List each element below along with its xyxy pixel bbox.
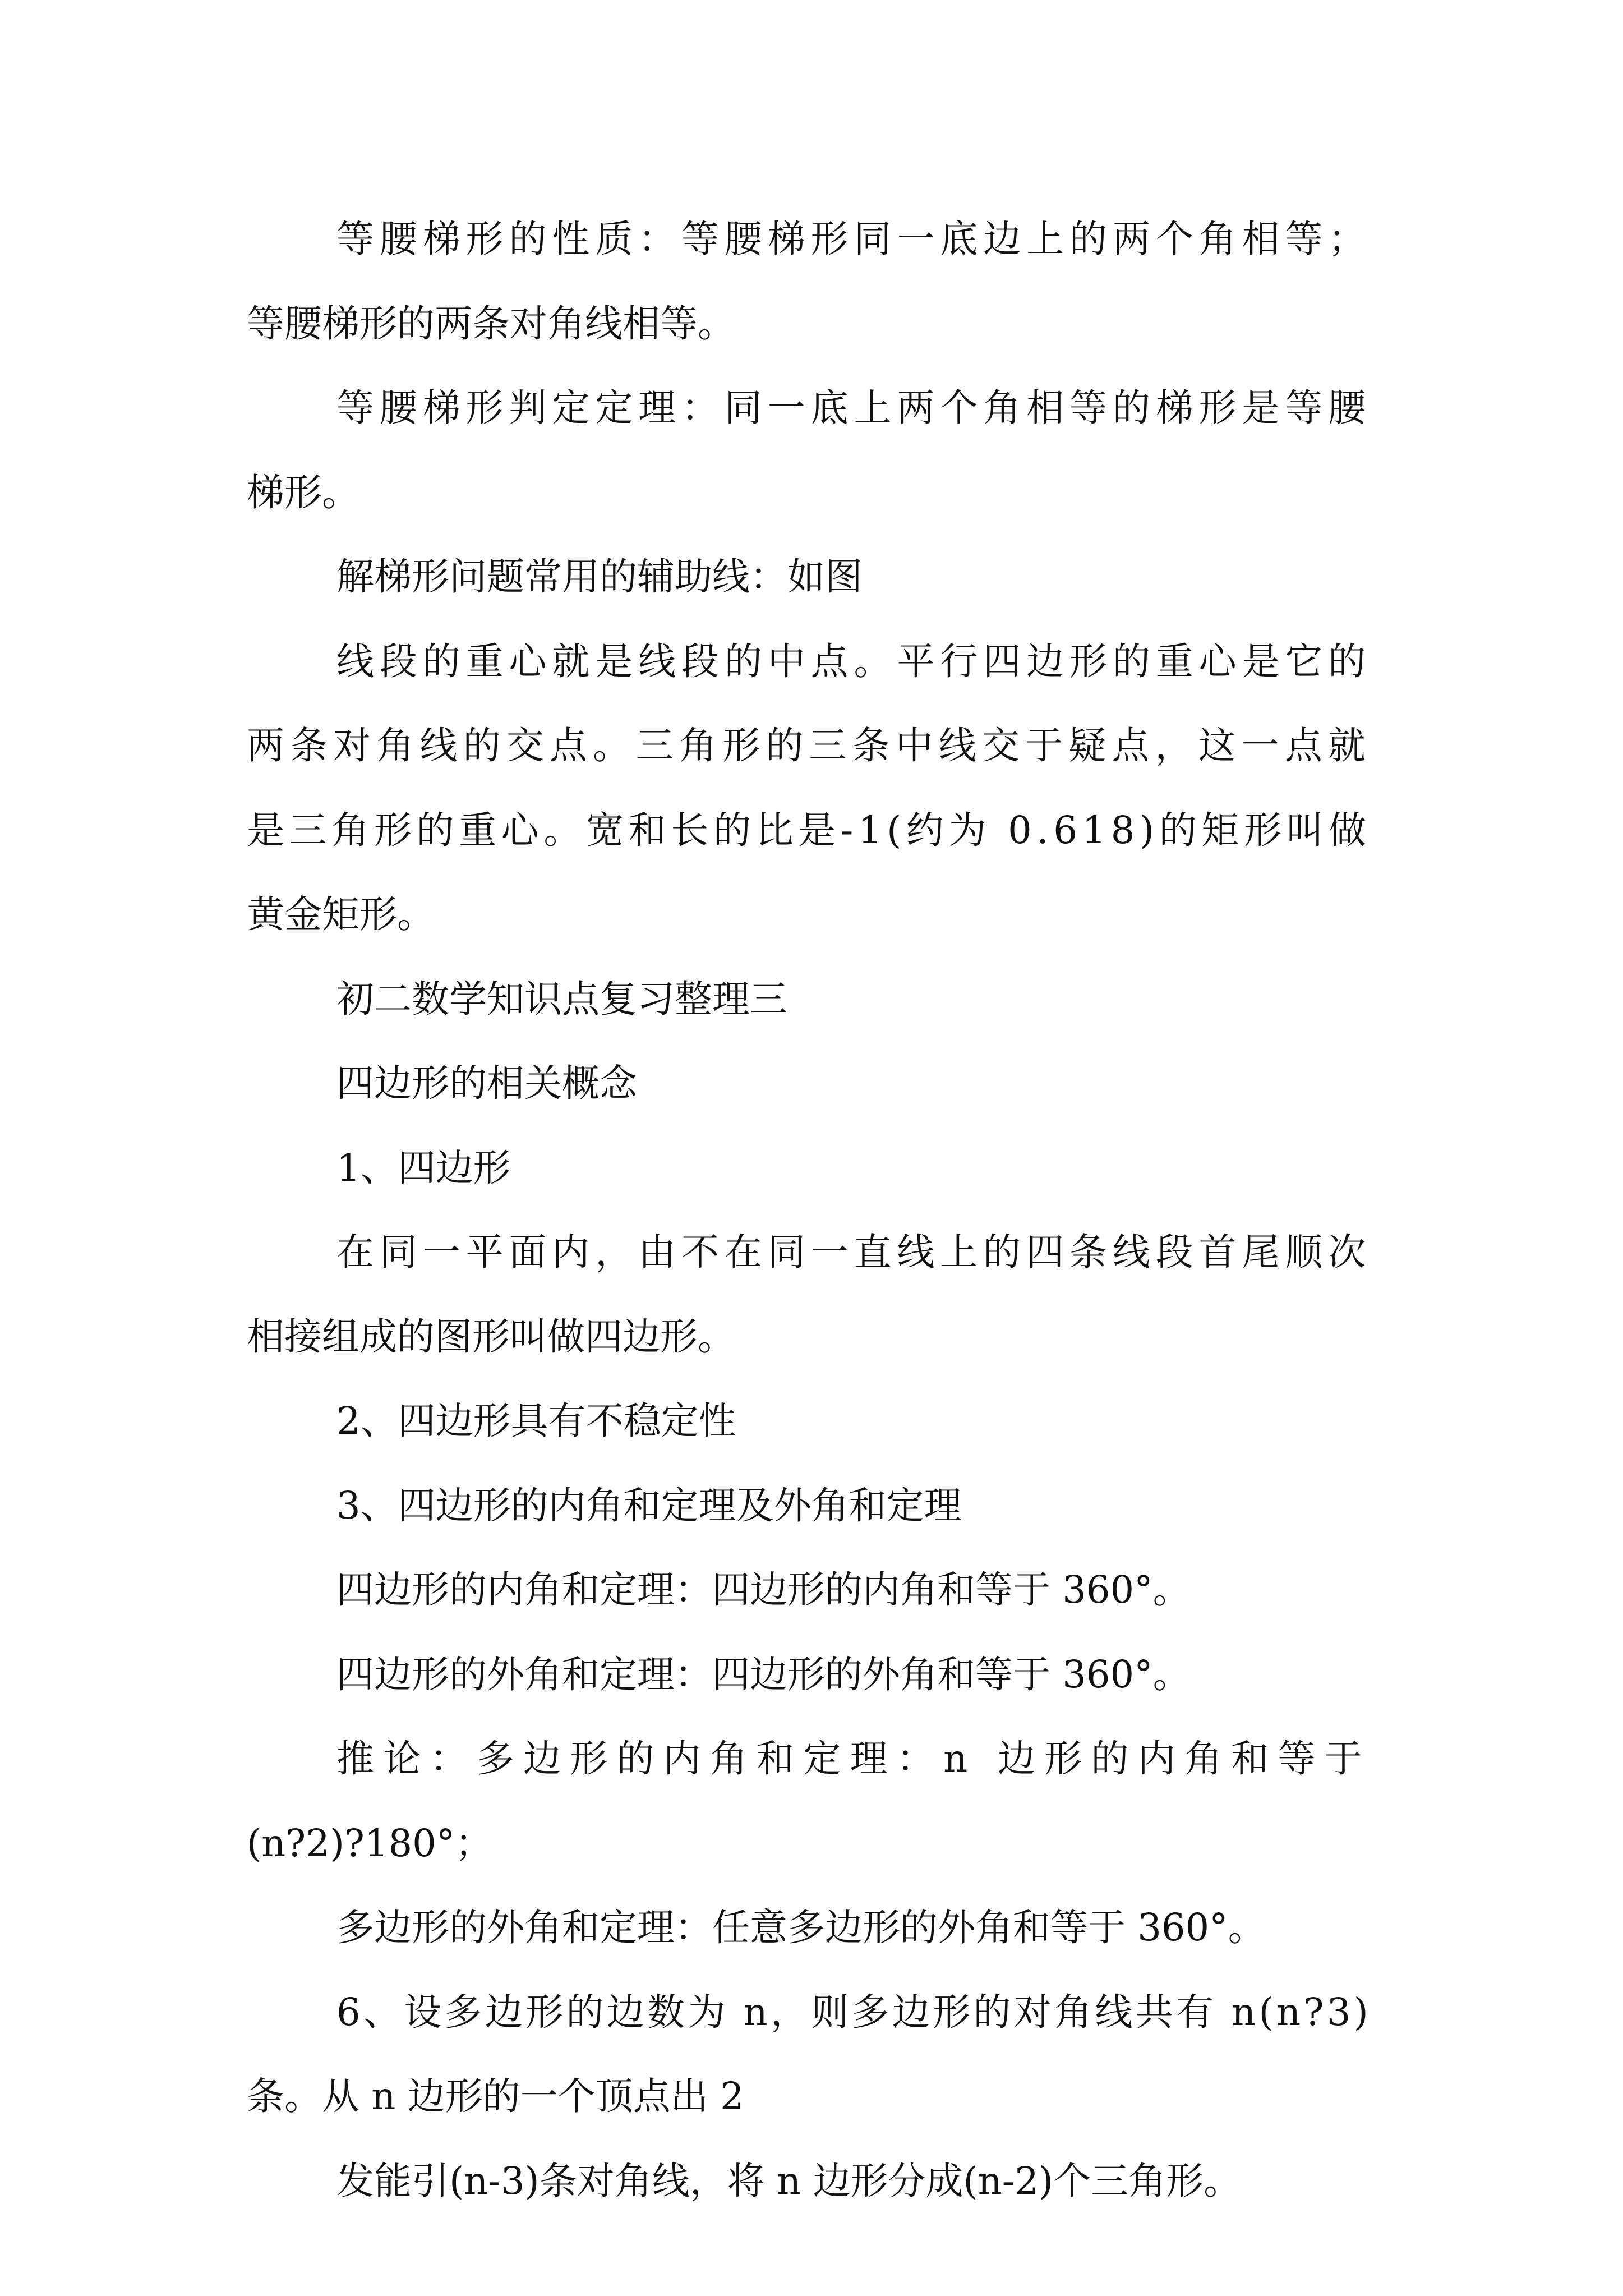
paragraph-first-line: 线段的重心就是线段的中点。平行四边形的重心是它的: [336, 639, 1372, 683]
paragraph-continuation-line: (n?2)?180°；: [247, 1821, 493, 1865]
paragraph-first-line: 多边形的外角和定理：任意多边形的外角和等于 360°。: [336, 1906, 1266, 1949]
paragraph-first-line: 1、四边形: [336, 1145, 511, 1190]
paragraph-continuation-line: 黄金矩形。: [247, 892, 435, 936]
paragraph-continuation-line: 相接组成的图形叫做四边形。: [247, 1314, 735, 1359]
paragraph-first-line: 发能引(n-3)条对角线，将 n 边形分成(n-2)个三角形。: [336, 2159, 1242, 2203]
paragraph-first-line: 3、四边形的内角和定理及外角和定理: [336, 1483, 962, 1527]
paragraph-first-line: 四边形的外角和定理：四边形的外角和等于 360°。: [336, 1652, 1191, 1696]
paragraph-first-line: 在同一平面内，由不在同一直线上的四条线段首尾顺次: [336, 1230, 1372, 1274]
paragraph-first-line: 6、设多边形的边数为 n，则多边形的对角线共有 n(n?3): [336, 1990, 1372, 2034]
paragraph-first-line: 等腰梯形判定定理：同一底上两个角相等的梯形是等腰: [336, 386, 1372, 430]
paragraph-first-line: 解梯形问题常用的辅助线：如图: [336, 555, 863, 599]
paragraph-first-line: 四边形的相关概念: [336, 1061, 637, 1105]
paragraph-continuation-line: 梯形。: [247, 470, 359, 514]
paragraph-first-line: 四边形的内角和定理：四边形的内角和等于 360°。: [336, 1568, 1191, 1612]
paragraph-first-line: 2、四边形具有不稳定性: [336, 1399, 736, 1443]
paragraph-first-line: 初二数学知识点复习整理三: [336, 977, 787, 1021]
paragraph-continuation-line: 两条对角线的交点。三角形的三条中线交于疑点，这一点就: [247, 724, 1372, 767]
paragraph-continuation-line: 条。从 n 边形的一个顶点出 2: [247, 2074, 744, 2118]
paragraph-continuation-line: 是三角形的重心。宽和长的比是-1(约为 0.618)的矩形叫做: [247, 808, 1371, 852]
paragraph-first-line: 等腰梯形的性质：等腰梯形同一底边上的两个角相等；: [336, 217, 1372, 261]
paragraph-first-line: 推论：多边形的内角和定理：n 边形的内角和等于: [336, 1737, 1371, 1780]
paragraph-continuation-line: 等腰梯形的两条对角线相等。: [247, 301, 735, 346]
